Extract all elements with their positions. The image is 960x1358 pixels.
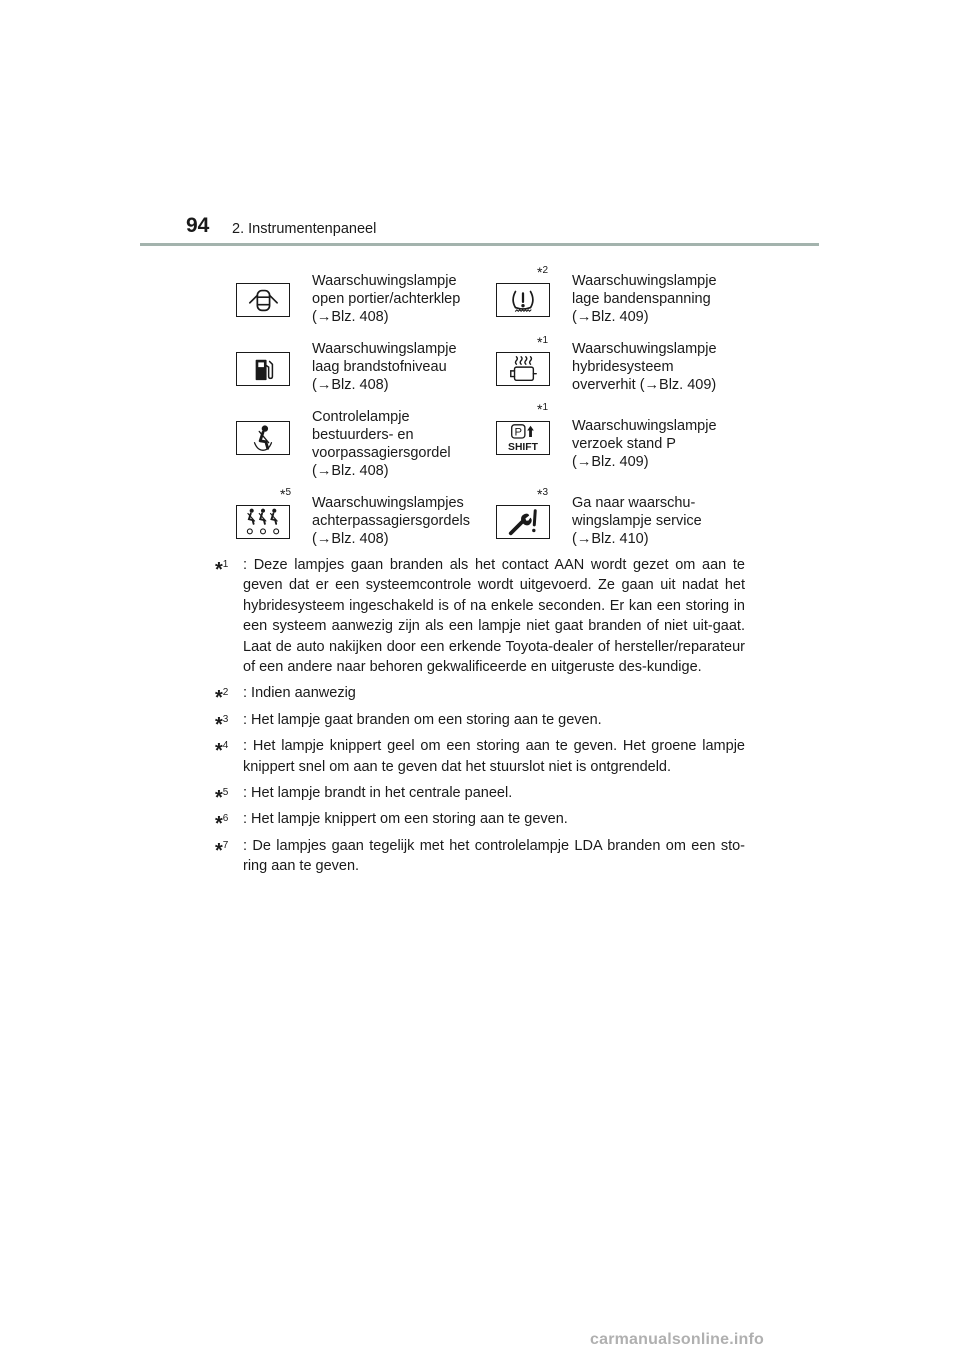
- hybrid-overheat-icon: [496, 352, 550, 386]
- footnote-1: *$^1$ : Deze lampjes gaan branden als het contact AAN wordt gezet om aan te geven dat er een systeemcontrole wordt uitgevoerd. Ze gaan uit nadat het hybridesysteem ingeschakeld is of na enkele seconden. Er kan een storing in een systeem aanwezig zijn als een lampje niet gaat branden of niet uit-gaat. Laat de auto nakijken door een erkende Toyota-dealer of hersteller/reparateur of een andere naar behoren gekwalificeerde en uitgeruste des-kundige.: [215, 557, 745, 676]
- footnote-4: *$^4$ : Het lampje knippert geel om een storing aan te geven. Het groene lampje knippert snel om aan te geven dat het stuurslot niet is ontgrendeld.: [215, 738, 745, 775]
- car-door-open-icon: [236, 283, 290, 317]
- footnote-mark: *$^1$: [537, 401, 549, 417]
- indicator-label-service: Ga naar waarschu- wingslampje service (→Blz. 410): [572, 495, 702, 547]
- indicator-label-rear: Waarschuwingslampjes achterpassagiersgordels (→Blz. 408): [312, 495, 470, 547]
- page-number: 94: [186, 214, 210, 237]
- indicator-label-door: Waarschuwingslampje open portier/achterklep (→Blz. 408): [312, 273, 461, 325]
- watermark: carmanualsonline.info: [590, 1331, 765, 1348]
- p-shift-icon: [496, 421, 550, 455]
- indicator-label-fuel: Waarschuwingslampje laag brandstofniveau (→Blz. 408): [312, 341, 457, 393]
- rear-seatbelt-icon: [236, 505, 290, 539]
- footnotes: [215, 555, 745, 883]
- footnote-mark: *$^2$: [537, 264, 549, 280]
- fuel-pump-icon: [236, 352, 290, 386]
- footnote-mark: *$^1$: [537, 334, 549, 350]
- p-shift-p-text: P: [514, 426, 523, 439]
- footnote-5: *$^5$ : Het lampje brandt in het centrale paneel.: [215, 785, 513, 810]
- service-wrench-icon: [496, 505, 550, 539]
- footnote-7: *$^7$ : De lampjes gaan tegelijk met het controlelampje LDA branden om een sto-ring aan te geven.: [215, 837, 745, 875]
- indicator-label-tire: Waarschuwingslampje lage bandenspanning (→Blz. 409): [572, 273, 717, 325]
- indicator-label-hybrid: Waarschuwingslampje hybridesysteem oververhit (→Blz. 409): [572, 341, 717, 393]
- seatbelt-icon: [236, 421, 290, 455]
- header-divider: [140, 243, 819, 246]
- indicator-label-shift: Waarschuwingslampje verzoek stand P (→Blz. 409): [572, 418, 717, 470]
- footnote-3: *$^3$ : Het lampje gaat branden om een storing aan te geven.: [215, 711, 602, 736]
- footnote-mark: *$^3$: [537, 486, 549, 502]
- tire-pressure-icon: [496, 283, 550, 317]
- p-shift-label-text: SHIFT: [508, 442, 538, 454]
- section-title: 2. Instrumentenpaneel: [232, 221, 377, 237]
- indicator-label-seatbelt: Controlelampje bestuurders- en voorpassagiersgordel (→Blz. 408): [312, 409, 451, 479]
- footnote-2: *$^2$ : Indien aanwezig: [215, 685, 356, 710]
- footnote-6: *$^6$ : Het lampje knippert om een storing aan te geven.: [215, 811, 568, 836]
- footnote-mark: *$^5$: [280, 486, 292, 502]
